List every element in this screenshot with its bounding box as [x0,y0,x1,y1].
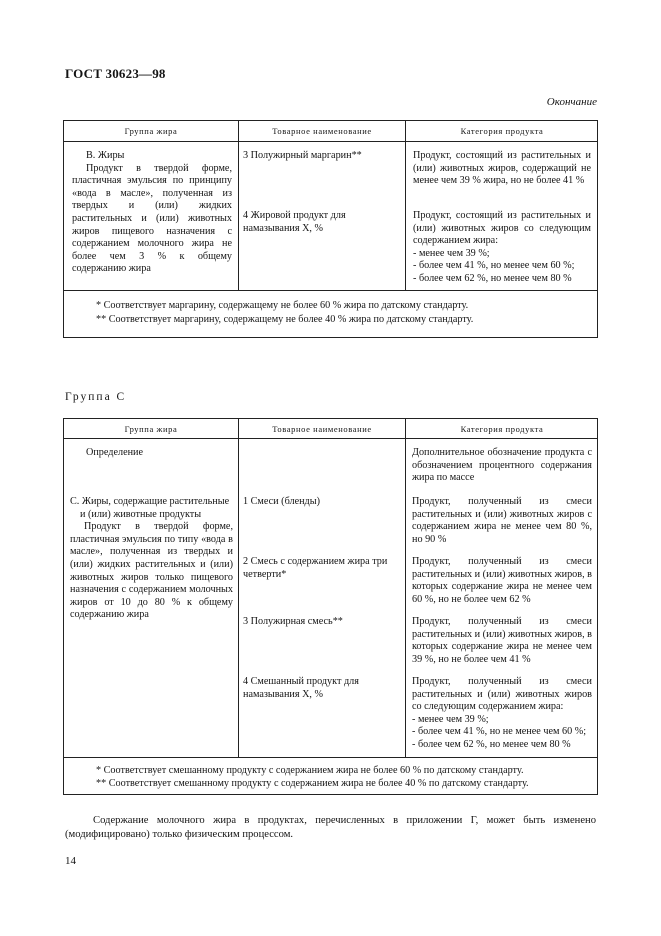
product-category-4 [413,210,591,286]
fat-group-table-b [63,120,598,338]
trade-name-1: 1 Смеси (бленды) [243,496,320,507]
definition-text: Дополнительное обозначение продукта с обозначением процентного содержания жира по массе [412,447,592,484]
category-item: - более чем 41 %, но не менее чем 60 %; [412,726,587,738]
category-intro: Продукт, состоящий из растительных и (или) животных жиров со следующим содержанием жира: [413,210,591,247]
trade-name-3: 3 Полужирный маргарин** [243,150,362,161]
product-category-1: Продукт, полученный из смеси растительных и (или) животных жиров с содержанием жира не менее чем 80 %, но 90 % [412,496,592,545]
trade-name-4: 4 Смешанный продукт для намазывания X, % [243,676,359,700]
product-category-3: Продукт, состоящий из растительных и (или) животных жиров, содержащий не менее чем 39 % жира, но не более 41 % [413,150,591,187]
continuation-label: Окончание [546,96,597,108]
column-header-fat-group: Группа жира [124,424,178,434]
category-item: - более чем 41 %, но менее чем 60 %; [413,260,575,272]
product-category-4 [412,676,592,752]
category-item: - более чем 62 %, но менее чем 80 % [413,272,572,284]
fat-group-cell [72,150,232,276]
trade-name-2: 2 Смесь с содержанием жира три четверти* [243,556,388,580]
group-description: Продукт в твердой форме, пластичная эмульсия по принципу «вода в масле», полученная из твердых и (или) жидких растительных и (или) животных жиров пищевого назначения с содержанием молочного жира не более чем 3 % к общему содержанию жира [72,162,232,275]
footnote: * Соответствует маргарину, содержащему не более 60 % жира по датскому стандарту. [96,300,469,311]
category-item: - менее чем 39 %; [412,713,489,725]
column-header-product-category: Категория продукта [460,126,544,136]
category-item: - более чем 62 %, но менее чем 80 % [412,738,571,750]
column-header-fat-group: Группа жира [124,126,178,136]
footnote: ** Соответствует смешанному продукту с содержанием жира не более 40 % по датскому стандарту. [96,778,529,789]
category-intro: Продукт, полученный из смеси растительных и (или) животных жиров со следующим содержанием жира: [412,676,592,713]
definition-label: Определение [86,447,144,458]
fat-group-table-c [63,418,598,795]
column-header-product-category: Категория продукта [460,424,544,434]
group-c-label: Группа С [65,391,127,403]
fat-group-cell [70,496,233,622]
column-header-trade-name: Товарное наименование [272,126,372,136]
product-category-3: Продукт, полученный из смеси растительных и (или) животных жиров, в которых содержание жира не менее чем 39 %, но не более чем 41 % [412,616,592,665]
trade-name-4: 4 Жировой продукт для намазывания X, % [243,210,346,234]
document-id: ГОСТ 30623—98 [65,66,166,81]
group-description: Продукт в твердой форме, пластичная эмульсия по типу «вода в масле», полученная из твердых и (или) жидких растительных и (или) животных жиров только пищевого назначения с содержанием молочных жиров от 10 до 80 % к общему содержанию жира [70,521,233,621]
footnote: * Соответствует смешанному продукту с содержанием жира не более 60 % по датскому стандарту. [96,765,524,776]
category-item: - менее чем 39 %; [413,247,490,259]
trade-name-3: 3 Полужирная смесь** [243,616,343,627]
group-title: В. Жиры [86,150,125,161]
closing-paragraph: Содержание молочного жира в продуктах, перечисленных в приложении Г, может быть изменено (модифицировано) только физическим процессом. [65,815,596,840]
footnote: ** Соответствует маргарину, содержащему не более 40 % жира по датскому стандарту. [96,314,474,325]
column-header-trade-name: Товарное наименование [272,424,372,434]
page-number: 14 [65,855,76,867]
product-category-2: Продукт, полученный из смеси растительных и (или) животных жиров, в которых содержание жира не менее чем 60 %, но не более чем 62 % [412,556,592,605]
group-title: С. Жиры, содержащие растительные и (или) животные продукты [70,496,230,520]
